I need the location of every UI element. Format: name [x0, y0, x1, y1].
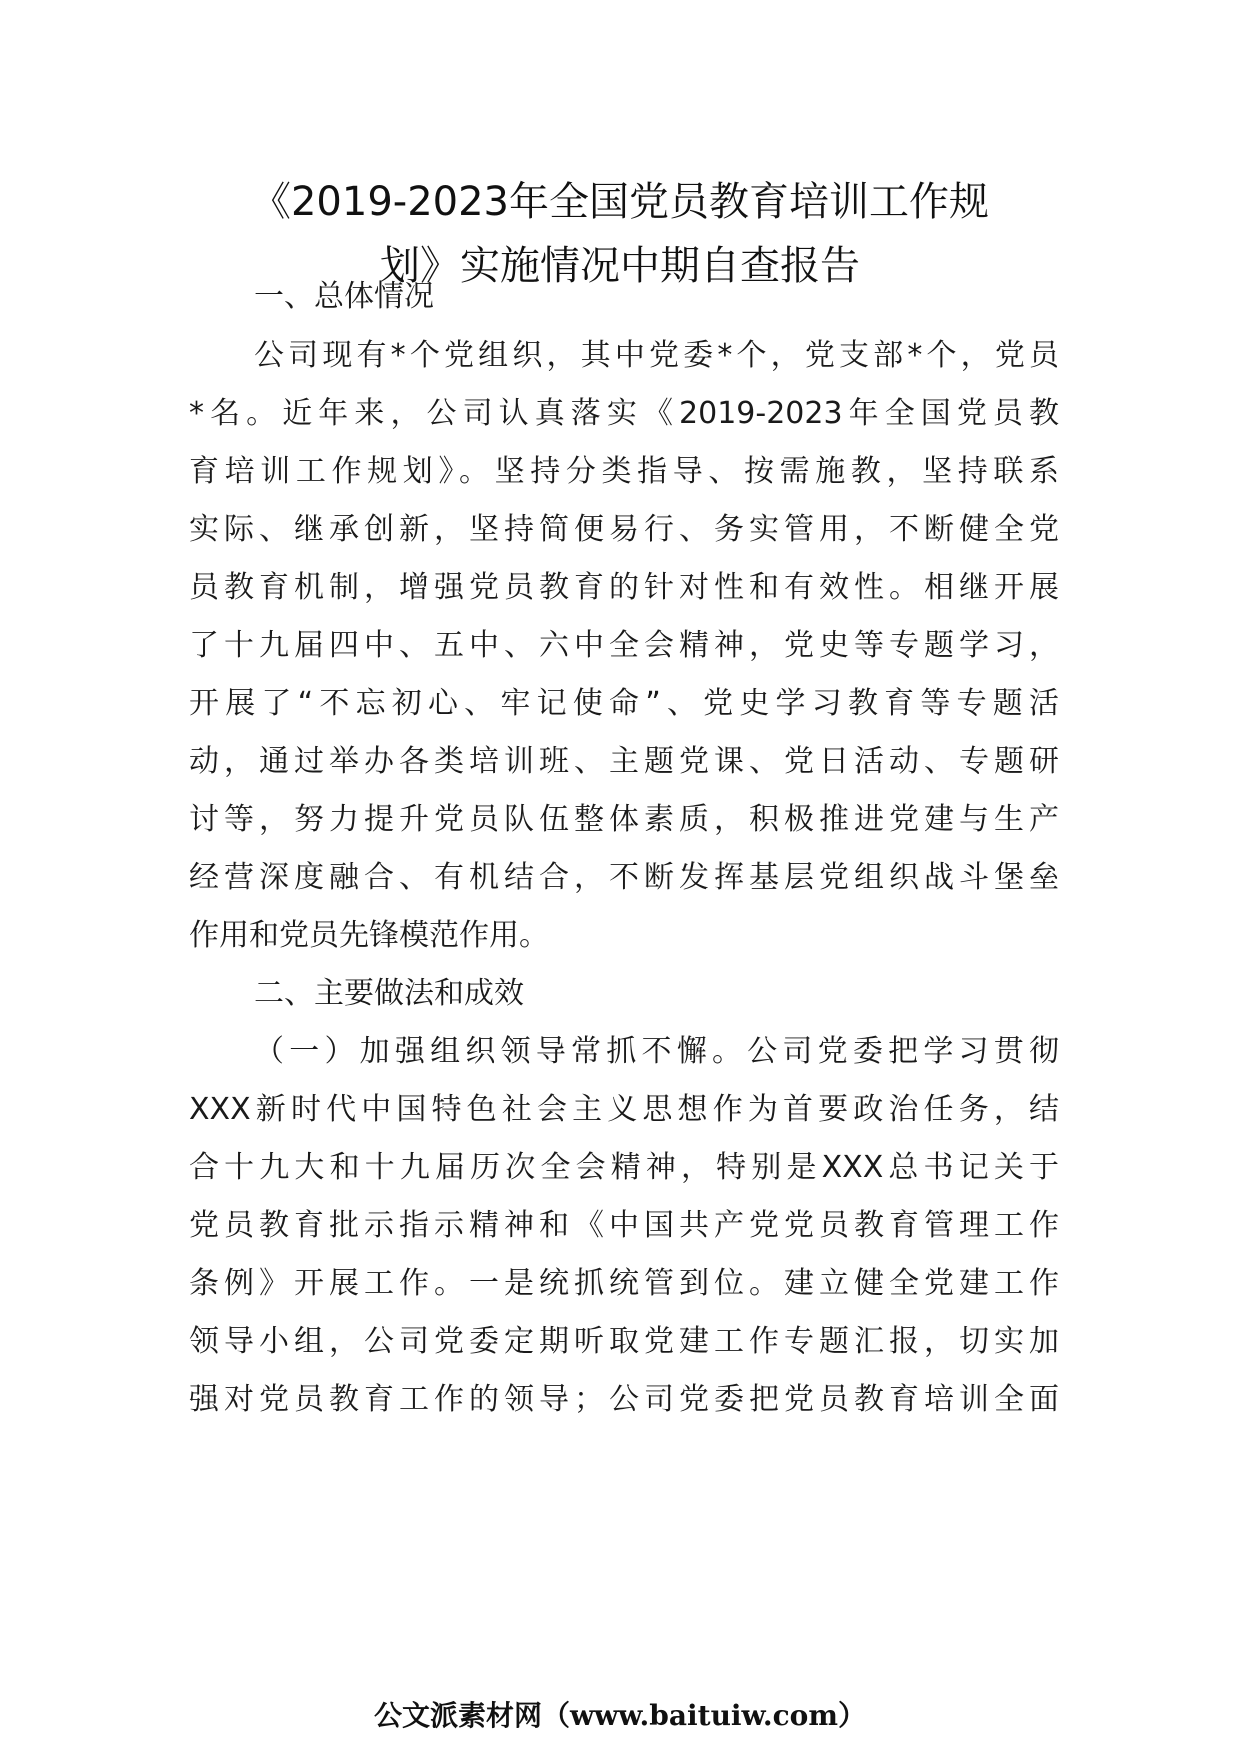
paragraph-line: 条例》开展工作。一是统抓统管到位。建立健全党建工作 — [189, 1266, 1059, 1301]
document-title-line-1: 《2019-2023年全国党员教育培训工作规 — [250, 179, 990, 225]
paragraph-line: *名。近年来，公司认真落实《2019-2023年全国党员教 — [189, 396, 1059, 431]
section-heading-overview: 一、总体情况 — [254, 279, 434, 314]
paragraph-line: 动，通过举办各类培训班、主题党课、党日活动、专题研 — [189, 744, 1059, 779]
paragraph-line: 讨等，努力提升党员队伍整体素质，积极推进党建与生产 — [189, 802, 1059, 837]
paragraph-line: 领导小组，公司党委定期听取党建工作专题汇报，切实加 — [189, 1324, 1059, 1359]
section-heading-practices: 二、主要做法和成效 — [254, 976, 524, 1011]
paragraph-line: 党员教育批示指示精神和《中国共产党党员教育管理工作 — [189, 1208, 1059, 1243]
paragraph-line: 公司现有*个党组织，其中党委*个，党支部*个，党员 — [254, 338, 1059, 373]
document-title-line-2: 划》实施情况中期自查报告 — [380, 243, 860, 289]
paragraph-line: 作用和党员先锋模范作用。 — [189, 918, 549, 953]
footer-watermark: 公文派素材网（www.baituiw.com） — [374, 1699, 866, 1732]
paragraph-line: 合十九大和十九届历次全会精神，特别是XXX总书记关于 — [189, 1150, 1059, 1185]
paragraph-line: 开展了“不忘初心、牢记使命”、党史学习教育等专题活 — [189, 686, 1059, 721]
paragraph-line: XXX新时代中国特色社会主义思想作为首要政治任务，结 — [189, 1092, 1059, 1127]
paragraph-line: （一）加强组织领导常抓不懈。公司党委把学习贯彻 — [254, 1034, 1059, 1069]
paragraph-line: 了十九届四中、五中、六中全会精神，党史等专题学习， — [189, 628, 1059, 663]
paragraph-line: 强对党员教育工作的领导；公司党委把党员教育培训全面 — [189, 1382, 1059, 1417]
paragraph-line: 育培训工作规划》。坚持分类指导、按需施教，坚持联系 — [189, 454, 1059, 489]
paragraph-line: 实际、继承创新，坚持简便易行、务实管用，不断健全党 — [189, 512, 1059, 547]
paragraph-line: 经营深度融合、有机结合，不断发挥基层党组织战斗堡垒 — [189, 860, 1059, 895]
paragraph-line: 员教育机制，增强党员教育的针对性和有效性。相继开展 — [189, 570, 1059, 605]
